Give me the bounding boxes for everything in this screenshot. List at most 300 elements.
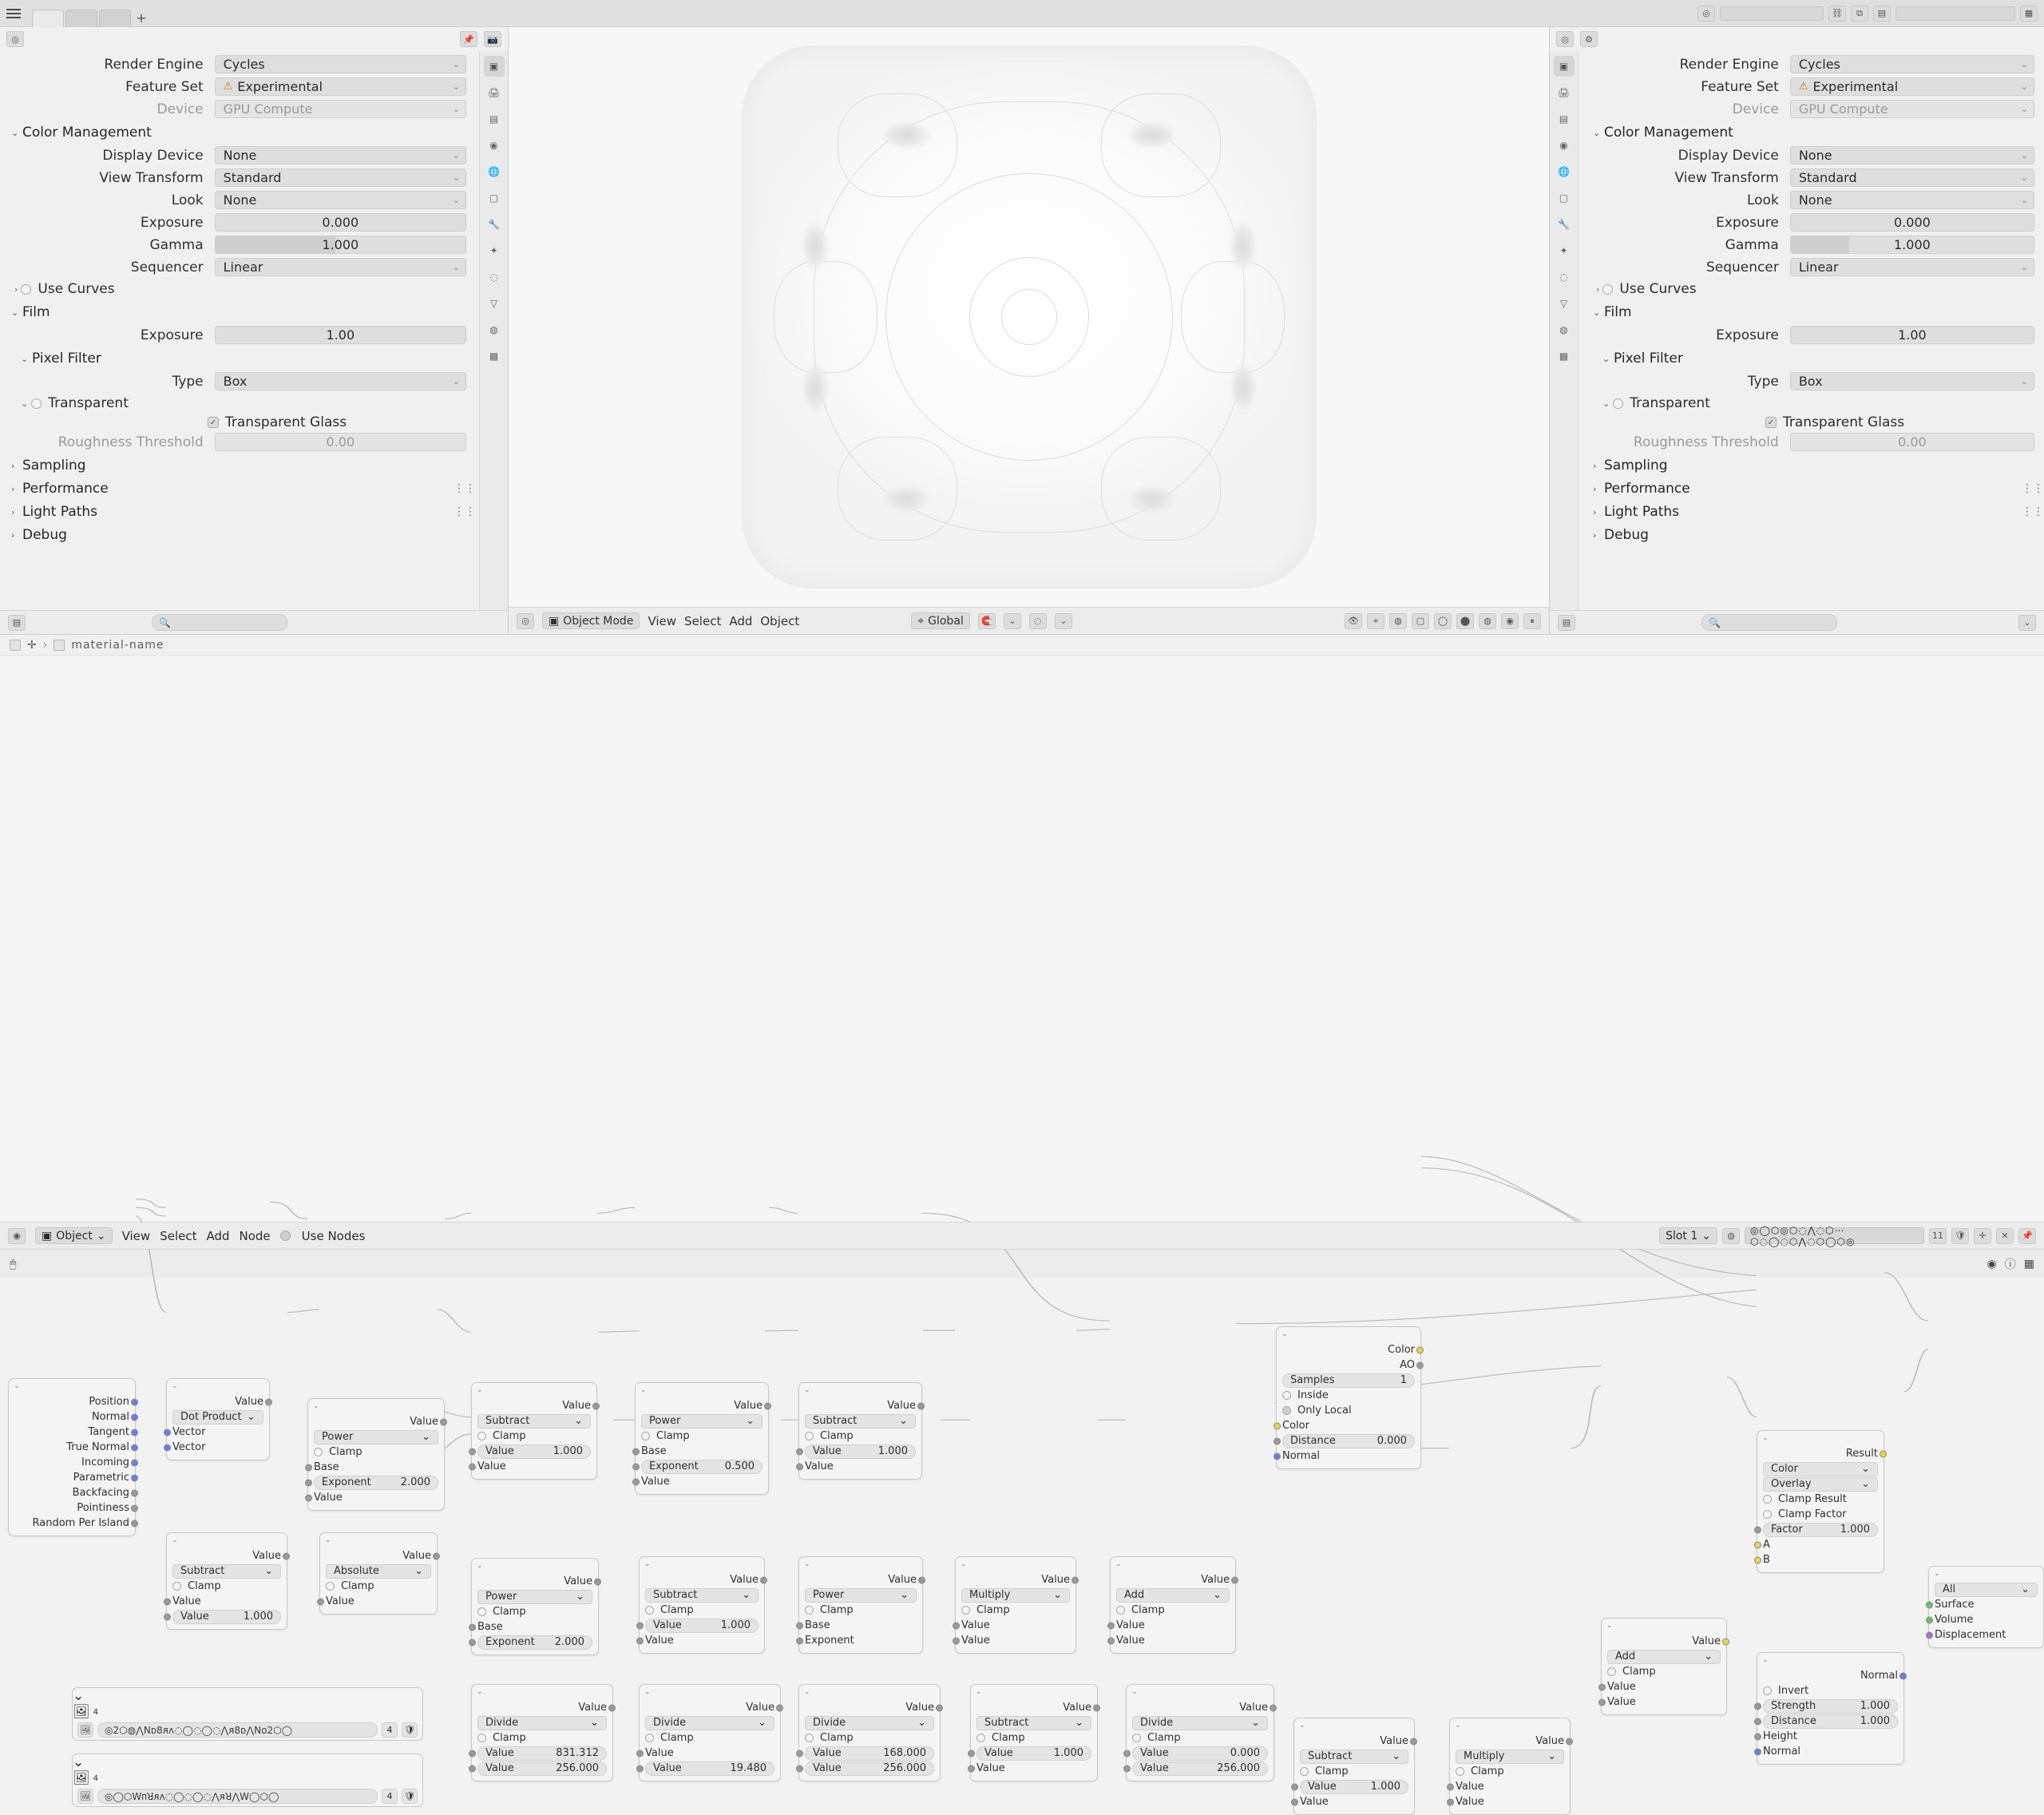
node-clamp-toggle[interactable]: Clamp — [477, 1730, 607, 1746]
properties-options-icon[interactable]: ⌄ — [2018, 615, 2036, 631]
use-curves-checkbox[interactable] — [1602, 284, 1613, 295]
scene-icon[interactable]: ◎ — [1697, 6, 1715, 22]
node-operation-dropdown[interactable]: Divide ⌄ — [645, 1715, 774, 1730]
node-menu-node[interactable]: Node — [239, 1228, 271, 1243]
node-input-value-1[interactable]: Value — [1456, 1779, 1564, 1794]
transparent-glass-checkbox[interactable]: ✓ — [208, 417, 219, 428]
exposure-slider[interactable] — [215, 213, 466, 232]
pause-icon[interactable]: ⏸ — [1523, 613, 1541, 629]
node-input-value-1[interactable]: Value 1.000 — [1300, 1779, 1408, 1794]
node-input-exponent[interactable]: Exponent 2.000 — [314, 1475, 438, 1490]
material-name-field[interactable]: ◎◯⬡◎⬡◌⋀◌⬡⋯⬡◌◯◌⬡⋀◌⬡◯⬡◎ — [1745, 1227, 1924, 1244]
transparent-checkbox[interactable] — [1613, 398, 1623, 409]
object-mode-dropdown[interactable] — [542, 612, 640, 629]
node-input-value-1[interactable]: Value 1.000 — [645, 1618, 759, 1633]
roughness-threshold-field[interactable] — [1790, 433, 2034, 451]
node-input-value[interactable]: Value — [314, 1490, 438, 1505]
node-header[interactable] — [636, 1383, 768, 1397]
node-input-distance[interactable]: Distance 0.000 — [1282, 1433, 1415, 1448]
new-material-icon[interactable]: ✛ — [1974, 1228, 1991, 1244]
node-clamp-toggle[interactable]: Clamp — [314, 1444, 438, 1460]
node-output-normal[interactable]: Normal — [1763, 1668, 1898, 1683]
node-operation-dropdown[interactable]: Multiply ⌄ — [1456, 1749, 1564, 1764]
node-input-color[interactable]: Color — [1282, 1418, 1415, 1433]
node-output-value[interactable]: Value — [645, 1572, 759, 1587]
node-math-power-1[interactable] — [307, 1398, 445, 1511]
node-clamp-toggle[interactable]: Clamp — [326, 1579, 431, 1594]
layers-icon[interactable]: ▤ — [1873, 6, 1891, 22]
performance-menu-icon[interactable]: ⋮⋮ — [454, 482, 476, 495]
film-exposure-field[interactable] — [1790, 326, 2034, 344]
tab-data-icon[interactable]: ◍ — [489, 324, 498, 335]
node-header[interactable] — [167, 1379, 269, 1393]
image-selector-row[interactable] — [73, 1720, 422, 1740]
feature-set-dropdown[interactable] — [215, 77, 466, 96]
node-header[interactable] — [1602, 1619, 1726, 1632]
node-clamp-toggle[interactable]: Clamp — [805, 1730, 934, 1746]
tab-data-icon[interactable]: ◍ — [1559, 324, 1568, 335]
gamma-slider[interactable] — [215, 236, 466, 254]
tab-world-icon[interactable]: 🌐 — [1558, 166, 1570, 177]
node-input-exponent[interactable]: Exponent — [805, 1633, 917, 1648]
node-input-value-1[interactable]: Value 0.000 — [1132, 1746, 1268, 1761]
node-header[interactable] — [640, 1557, 764, 1571]
node-math-divide-3[interactable] — [798, 1684, 941, 1781]
node-math-add-2[interactable] — [1601, 1618, 1727, 1715]
tab-output-icon[interactable]: 🖨 — [1557, 87, 1571, 98]
node-input-exponent[interactable]: Exponent 2.000 — [477, 1635, 592, 1650]
scene-field[interactable] — [1720, 6, 1824, 21]
node-operation-dropdown[interactable]: Subtract ⌄ — [645, 1587, 759, 1603]
look-dropdown[interactable] — [1790, 191, 2034, 209]
node-math-power-4[interactable] — [798, 1556, 923, 1654]
transparent-glass-row[interactable] — [1582, 413, 2044, 432]
node-samples-field[interactable]: Samples 1 — [1282, 1373, 1415, 1388]
viewport-menu-select[interactable]: Select — [684, 613, 722, 628]
node-header[interactable] — [799, 1383, 921, 1397]
render-engine-dropdown[interactable] — [215, 55, 466, 73]
node-header[interactable] — [956, 1557, 1075, 1571]
light-paths-section[interactable] — [0, 502, 476, 521]
node-header[interactable] — [1757, 1431, 1884, 1444]
render-properties-tab-icon[interactable]: 📷 — [484, 31, 501, 47]
node-input-surface[interactable]: Surface — [1935, 1597, 2038, 1612]
node-blend-mode-dropdown[interactable]: Overlay ⌄ — [1763, 1476, 1878, 1492]
node-inside-toggle[interactable]: Inside — [1282, 1388, 1415, 1403]
node-input-base[interactable]: Base — [314, 1460, 438, 1475]
image-users-count[interactable]: 4 — [382, 1722, 398, 1738]
pixel-filter-type-dropdown[interactable] — [1790, 372, 2034, 390]
node-input-value-1[interactable]: Value 168.000 — [805, 1746, 934, 1761]
node-output-true-normal[interactable]: True Normal — [14, 1440, 129, 1455]
node-operation-dropdown[interactable]: Power ⌄ — [477, 1589, 592, 1604]
node-input-value-2[interactable]: Value — [1300, 1794, 1408, 1809]
pin-icon[interactable]: 📌 — [2018, 1228, 2036, 1244]
node-operation-dropdown[interactable]: Add ⌄ — [1116, 1587, 1230, 1603]
node-input-base[interactable]: Base — [477, 1619, 592, 1635]
node-output-value[interactable]: Value — [477, 1398, 591, 1413]
node-math-subtract-3[interactable] — [166, 1532, 287, 1630]
node-header[interactable] — [9, 1379, 135, 1393]
node-output-ao[interactable]: AO — [1282, 1357, 1415, 1373]
device-dropdown[interactable] — [1790, 100, 2034, 118]
node-input-value-2[interactable]: Value — [805, 1459, 916, 1474]
node-operation-dropdown[interactable]: Subtract ⌄ — [172, 1563, 281, 1579]
node-input-value-2[interactable]: Value 256.000 — [477, 1761, 607, 1776]
node-input-value-2[interactable]: Value — [1116, 1633, 1230, 1648]
node-geometry[interactable] — [8, 1378, 136, 1536]
node-operation-dropdown[interactable]: Power ⌄ — [314, 1429, 438, 1444]
look-dropdown[interactable] — [215, 191, 466, 209]
tab-object-icon[interactable]: ▢ — [1559, 192, 1569, 204]
node-clamp-factor-toggle[interactable]: Clamp Factor — [1763, 1507, 1878, 1522]
snap-dropdown-icon[interactable]: ⌄ — [1004, 613, 1021, 629]
close-icon[interactable]: ✕ — [1996, 1228, 2014, 1244]
node-header[interactable] — [1127, 1685, 1274, 1698]
node-input-value-1[interactable]: Value — [1607, 1679, 1721, 1694]
node-operation-dropdown[interactable]: Divide ⌄ — [1132, 1715, 1268, 1730]
tab-scene-icon[interactable]: ◉ — [1559, 140, 1568, 151]
node-input-value-2[interactable]: Value 1.000 — [172, 1609, 281, 1624]
node-clamp-toggle[interactable]: Clamp — [1132, 1730, 1268, 1746]
shading-rendered-icon[interactable]: ◉ — [1501, 613, 1519, 629]
node-output-value[interactable]: Value — [1132, 1700, 1268, 1715]
browse-material-icon[interactable]: ◍ — [1722, 1228, 1740, 1244]
node-clamp-toggle[interactable]: Clamp — [805, 1603, 917, 1618]
editor-type-icon[interactable]: ▤ — [8, 615, 26, 631]
sequencer-dropdown[interactable] — [215, 258, 466, 276]
node-output-value[interactable]: Value — [805, 1398, 916, 1413]
node-math-divide-1[interactable] — [471, 1684, 613, 1781]
node-header[interactable] — [472, 1685, 612, 1698]
tab-render-icon[interactable]: ▣ — [484, 56, 505, 77]
node-input-normal[interactable]: Normal — [1282, 1448, 1415, 1464]
view-layer-options-icon[interactable]: ▦ — [2020, 6, 2038, 22]
transparent-row[interactable] — [0, 394, 476, 413]
node-operation-dropdown[interactable]: Divide ⌄ — [805, 1715, 934, 1730]
node-math-multiply-2[interactable] — [1449, 1718, 1571, 1815]
node-operation-dropdown[interactable]: Divide ⌄ — [477, 1715, 607, 1730]
workspace-tab-3[interactable] — [99, 10, 131, 27]
object-icon[interactable] — [10, 640, 21, 651]
properties-options-icon[interactable]: ⚙ — [1580, 31, 1598, 47]
use-nodes-toggle[interactable] — [280, 1229, 366, 1243]
shading-wireframe-icon[interactable]: ◯ — [1434, 613, 1452, 629]
tab-view-layer-icon[interactable]: ▤ — [489, 113, 499, 125]
tab-view-layer-icon[interactable]: ▤ — [1559, 113, 1569, 125]
browse-image-icon[interactable]: 🖼 — [77, 1789, 93, 1804]
node-input-value-2[interactable]: Value — [976, 1761, 1091, 1776]
node-operation-dropdown[interactable]: Power ⌄ — [805, 1587, 917, 1603]
node-input-distance[interactable]: Distance 1.000 — [1763, 1714, 1898, 1729]
feature-set-dropdown[interactable] — [1790, 77, 2034, 96]
node-input-displacement[interactable]: Displacement — [1935, 1627, 2038, 1643]
display-device-dropdown[interactable] — [215, 146, 466, 164]
node-output-value[interactable]: Value — [645, 1700, 774, 1715]
tab-world-icon[interactable]: 🌐 — [488, 166, 500, 177]
pin-icon[interactable]: 📌 — [460, 31, 477, 47]
node-input-normal[interactable]: Normal — [1763, 1744, 1898, 1759]
xray-icon[interactable]: ▢ — [1412, 613, 1429, 629]
plus-icon[interactable]: ✛ — [27, 638, 37, 652]
film-section[interactable] — [1582, 303, 2044, 322]
visibility-icon[interactable]: 👁 — [1345, 613, 1362, 629]
tab-physics-icon[interactable]: ◌ — [1559, 271, 1568, 283]
image-users-count[interactable]: 4 — [382, 1789, 398, 1804]
node-header[interactable] — [1111, 1557, 1235, 1571]
node-header[interactable] — [1757, 1653, 1903, 1666]
performance-menu-icon[interactable]: ⋮⋮ — [2022, 482, 2044, 495]
node-output-parametric[interactable]: Parametric — [14, 1470, 129, 1485]
node-input-strength[interactable]: Strength 1.000 — [1763, 1698, 1898, 1714]
view-transform-dropdown[interactable] — [1790, 168, 2034, 187]
node-header[interactable]: ⌄ 🖼 4 — [73, 1688, 98, 1720]
node-header[interactable] — [1294, 1718, 1414, 1732]
node-header[interactable] — [1450, 1718, 1570, 1732]
node-operation-dropdown[interactable]: Dot Product ⌄ — [172, 1409, 263, 1425]
node-operation-dropdown[interactable]: Subtract ⌄ — [805, 1413, 916, 1429]
exposure-slider[interactable] — [1790, 213, 2034, 232]
viewport-menu-add[interactable]: Add — [729, 613, 753, 628]
node-menu-select[interactable]: Select — [160, 1228, 197, 1243]
node-math-subtract-5[interactable] — [970, 1684, 1098, 1781]
performance-section[interactable] — [1582, 479, 2044, 498]
node-clamp-toggle[interactable]: Clamp — [1607, 1664, 1721, 1679]
3d-viewport[interactable] — [509, 27, 1549, 634]
node-input-value-2[interactable]: Value — [961, 1633, 1070, 1648]
shading-material-icon[interactable]: ◍ — [1479, 613, 1496, 629]
gamma-slider[interactable] — [1790, 236, 2034, 254]
tab-constraints-icon[interactable]: ▽ — [489, 298, 498, 309]
node-output-value[interactable]: Value — [961, 1572, 1070, 1587]
node-input-value-2[interactable]: Value 256.000 — [1132, 1761, 1268, 1776]
node-input-value-1[interactable]: Value — [961, 1618, 1070, 1633]
transform-orientation-dropdown[interactable] — [911, 612, 970, 629]
debug-section[interactable] — [0, 525, 476, 545]
light-paths-menu-icon[interactable]: ⋮⋮ — [454, 505, 476, 518]
transparent-checkbox[interactable] — [31, 398, 42, 409]
editor-type-icon[interactable]: ◎ — [1556, 31, 1574, 47]
node-input-value-2[interactable]: Value 19.480 — [645, 1761, 774, 1776]
node-input-value-1[interactable]: Value — [645, 1746, 774, 1761]
node-input-vector-2[interactable]: Vector — [172, 1440, 263, 1455]
node-clamp-toggle[interactable]: Clamp — [805, 1429, 916, 1444]
node-output-value[interactable]: Value — [976, 1700, 1091, 1715]
node-operation-dropdown[interactable]: Add ⌄ — [1607, 1649, 1721, 1664]
tab-physics-icon[interactable]: ◌ — [489, 271, 498, 283]
material-users-count[interactable]: 11 — [1929, 1228, 1947, 1244]
properties-search-input[interactable] — [152, 614, 287, 631]
node-clamp-toggle[interactable]: Clamp — [1456, 1764, 1564, 1779]
tab-particles-icon[interactable]: ✦ — [489, 245, 498, 256]
node-header[interactable] — [1277, 1327, 1420, 1341]
node-input-value-2[interactable]: Value — [645, 1633, 759, 1648]
node-header[interactable] — [971, 1685, 1097, 1698]
node-input-vector-1[interactable]: Vector — [172, 1425, 263, 1440]
node-output-color[interactable]: Color — [1282, 1342, 1415, 1357]
node-input-height[interactable]: Height — [1763, 1729, 1898, 1744]
node-header[interactable] — [472, 1559, 598, 1572]
node-output-value[interactable]: Value — [641, 1398, 763, 1413]
node-output-value[interactable]: Value — [326, 1548, 431, 1563]
node-clamp-toggle[interactable]: Clamp — [477, 1429, 591, 1444]
node-output-backfacing[interactable]: Backfacing — [14, 1485, 129, 1500]
node-image-texture-2[interactable] — [72, 1754, 423, 1807]
node-clamp-toggle[interactable]: Clamp — [641, 1429, 763, 1444]
tab-particles-icon[interactable]: ✦ — [1559, 245, 1568, 256]
node-output-incoming[interactable]: Incoming — [14, 1455, 129, 1470]
transparent-glass-checkbox[interactable]: ✓ — [1765, 417, 1777, 428]
node-image-texture-1[interactable] — [72, 1687, 423, 1741]
tab-modifiers-icon[interactable]: 🔧 — [1558, 219, 1570, 230]
node-input-b[interactable]: B — [1763, 1552, 1878, 1567]
viewport-menu-object[interactable]: Object — [760, 613, 800, 628]
tab-material-icon[interactable]: ▩ — [489, 351, 499, 362]
editor-type-icon[interactable]: ◎ — [6, 31, 24, 47]
shader-node-editor[interactable] — [0, 634, 2044, 1808]
node-operation-dropdown[interactable]: Subtract ⌄ — [976, 1715, 1091, 1730]
tab-material-icon[interactable]: ▩ — [1559, 351, 1569, 362]
transparent-glass-row[interactable] — [0, 413, 476, 432]
overlays-icon[interactable]: ◍ — [1389, 613, 1407, 629]
roughness-threshold-field[interactable] — [215, 433, 466, 451]
node-math-divide-4[interactable] — [1126, 1684, 1274, 1781]
node-header[interactable] — [799, 1685, 940, 1698]
color-management-section[interactable] — [0, 123, 476, 142]
node-header[interactable] — [640, 1685, 780, 1698]
node-output-value[interactable]: Value — [1300, 1734, 1408, 1749]
node-output-value[interactable]: Value — [172, 1394, 263, 1409]
node-material-output[interactable] — [1928, 1566, 2044, 1648]
node-math-subtract-2[interactable] — [798, 1382, 922, 1480]
light-paths-section[interactable] — [1582, 502, 2044, 521]
node-data-type-dropdown[interactable]: Color ⌄ — [1763, 1461, 1878, 1476]
render-engine-dropdown[interactable] — [1790, 55, 2034, 73]
node-clamp-result-toggle[interactable]: Clamp Result — [1763, 1492, 1878, 1507]
copy-icon[interactable]: ⧉ — [1851, 6, 1868, 22]
node-output-normal[interactable]: Normal — [14, 1409, 129, 1425]
node-input-base[interactable]: Base — [805, 1618, 917, 1633]
node-output-value[interactable]: Value — [314, 1414, 438, 1429]
pixel-filter-section[interactable] — [0, 349, 476, 368]
tab-object-icon[interactable]: ▢ — [489, 192, 499, 204]
node-output-tangent[interactable]: Tangent — [14, 1425, 129, 1440]
node-output-value[interactable]: Value — [477, 1574, 592, 1589]
node-header[interactable] — [320, 1533, 437, 1547]
node-math-multiply-1[interactable] — [955, 1556, 1076, 1654]
node-input-value-2[interactable]: Value 256.000 — [805, 1761, 934, 1776]
film-section[interactable] — [0, 303, 476, 322]
node-input-value-2[interactable]: Value — [477, 1459, 591, 1474]
node-header[interactable] — [308, 1399, 444, 1413]
node-math-subtract-1[interactable] — [471, 1382, 597, 1480]
node-math-subtract-6[interactable] — [1293, 1718, 1415, 1815]
use-curves-row[interactable] — [0, 279, 476, 299]
node-input-a[interactable]: A — [1763, 1537, 1878, 1552]
color-management-section[interactable] — [1582, 123, 2044, 142]
node-clamp-toggle[interactable]: Clamp — [172, 1579, 281, 1594]
node-math-add-1[interactable] — [1110, 1556, 1236, 1654]
node-output-value[interactable]: Value — [172, 1548, 281, 1563]
node-output-value[interactable]: Value — [1607, 1634, 1721, 1649]
view-transform-dropdown[interactable] — [215, 168, 466, 187]
node-menu-add[interactable]: Add — [206, 1228, 230, 1243]
node-input-value-1[interactable]: Value 1.000 — [976, 1746, 1091, 1761]
node-vector-math-dot-product[interactable] — [166, 1378, 270, 1460]
node-output-value[interactable]: Value — [805, 1700, 934, 1715]
node-operation-dropdown[interactable]: Subtract ⌄ — [1300, 1749, 1408, 1764]
node-math-divide-2[interactable] — [639, 1684, 781, 1781]
properties-search-input[interactable] — [1701, 614, 1837, 631]
node-only-local-toggle[interactable]: Only Local — [1282, 1403, 1415, 1418]
node-input-value-2[interactable]: Value — [1456, 1794, 1564, 1809]
node-header[interactable] — [167, 1533, 287, 1547]
image-name-field[interactable]: ◎◯⬡Wᴨꓤᴙᴧ◌◯◌◯◌⋀ᴙꓤ⋀W◯⬡◯ — [97, 1789, 378, 1804]
performance-section[interactable] — [0, 479, 476, 498]
sampling-section[interactable] — [1582, 456, 2044, 475]
sequencer-dropdown[interactable] — [1790, 258, 2034, 276]
node-output-position[interactable]: Position — [14, 1394, 129, 1409]
use-curves-checkbox[interactable] — [21, 284, 31, 295]
editor-type-icon[interactable]: ◎ — [517, 613, 534, 629]
proportional-edit-icon[interactable]: ◌ — [1029, 613, 1047, 629]
node-clamp-toggle[interactable]: Clamp — [477, 1604, 592, 1619]
node-output-pointiness[interactable]: Pointiness — [14, 1500, 129, 1516]
tab-render-icon[interactable]: ▣ — [1554, 56, 1575, 77]
node-menu-view[interactable]: View — [121, 1228, 151, 1243]
add-workspace-button[interactable]: + — [136, 10, 147, 26]
pixel-filter-type-dropdown[interactable] — [215, 372, 466, 390]
node-invert-toggle[interactable]: Invert — [1763, 1683, 1898, 1698]
device-dropdown[interactable] — [215, 100, 466, 118]
node-math-power-3[interactable] — [471, 1558, 599, 1655]
node-input-exponent[interactable]: Exponent 0.500 — [641, 1459, 763, 1474]
link-icon[interactable]: ⛓ — [1828, 6, 1846, 22]
tab-scene-icon[interactable]: ◉ — [489, 140, 498, 151]
node-ambient-occlusion[interactable] — [1276, 1326, 1421, 1469]
film-exposure-field[interactable] — [215, 326, 466, 344]
view-layer-field[interactable] — [1895, 6, 2015, 21]
node-header[interactable] — [472, 1383, 596, 1397]
image-name-field[interactable]: ◎2⬡◍⋀Nᴅ8ᴙᴧ◌◯◌◯◌⋀ᴙ8ᴅ⋀Nᴏ2⬡◯ — [97, 1722, 378, 1738]
node-input-volume[interactable]: Volume — [1935, 1612, 2038, 1627]
node-input-value-1[interactable]: Value — [172, 1594, 281, 1609]
node-header[interactable] — [1929, 1567, 2043, 1580]
node-bump[interactable] — [1757, 1652, 1904, 1765]
node-header[interactable]: ⌄ 🖼 4 — [73, 1754, 98, 1786]
node-input-value-1[interactable]: Value — [1116, 1618, 1230, 1633]
workspace-tab-2[interactable] — [65, 10, 97, 27]
node-operation-dropdown[interactable]: Multiply ⌄ — [961, 1587, 1070, 1603]
shield-icon[interactable]: 🛡 — [1951, 1228, 1969, 1244]
node-operation-dropdown[interactable]: Subtract ⌄ — [477, 1413, 591, 1429]
node-math-power-2[interactable] — [635, 1382, 769, 1495]
node-clamp-toggle[interactable]: Clamp — [1116, 1603, 1230, 1618]
transparent-row[interactable] — [1582, 394, 2044, 413]
node-input-value-1[interactable]: Value 1.000 — [477, 1444, 591, 1459]
shield-icon[interactable]: 🛡 — [402, 1722, 418, 1738]
node-clamp-toggle[interactable]: Clamp — [1300, 1764, 1408, 1779]
editor-type-icon[interactable]: ▤ — [1558, 615, 1575, 631]
node-clamp-toggle[interactable]: Clamp — [976, 1730, 1091, 1746]
node-input-value-1[interactable]: Value 831.312 — [477, 1746, 607, 1761]
node-clamp-toggle[interactable]: Clamp — [645, 1603, 759, 1618]
node-input-base[interactable]: Base — [641, 1444, 763, 1459]
node-input-value[interactable]: Value — [326, 1594, 431, 1609]
proportional-falloff-icon[interactable]: ⌄ — [1055, 613, 1072, 629]
node-output-value[interactable]: Value — [1456, 1734, 1564, 1749]
node-output-result[interactable]: Result — [1763, 1446, 1878, 1461]
